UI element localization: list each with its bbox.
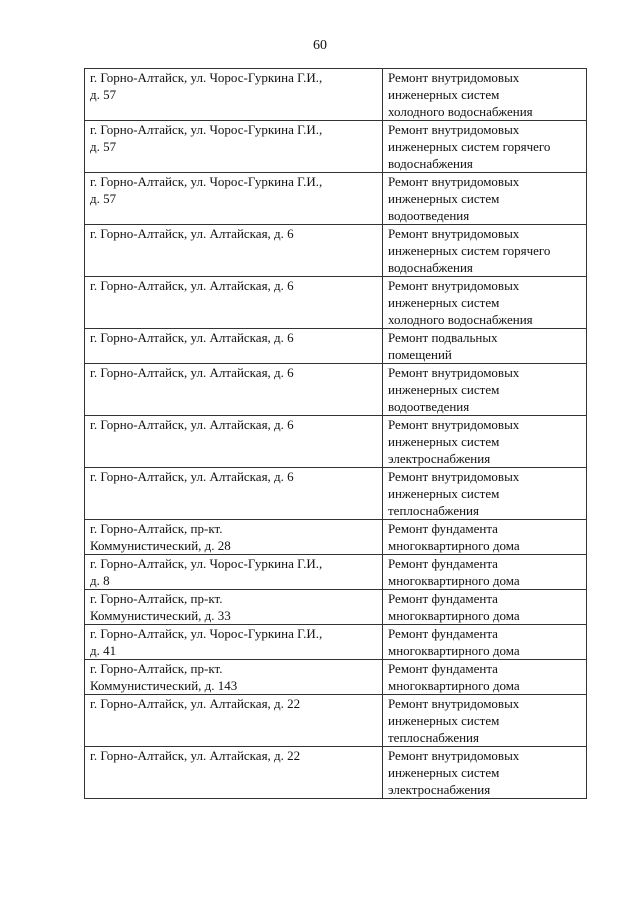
address-text: г. Горно-Алтайск, ул. Алтайская, д. 6 (90, 365, 294, 380)
address-cell (85, 590, 383, 625)
address-cell (85, 695, 383, 747)
work-type-cell (383, 520, 587, 555)
address-cell (85, 121, 383, 173)
address-text: г. Горно-Алтайск, ул. Алтайская, д. 6 (90, 226, 294, 241)
address-cell (85, 173, 383, 225)
address-text: г. Горно-Алтайск, ул. Алтайская, д. 22 (90, 696, 301, 711)
work-type-text: Ремонт внутридомовых инженерных систем электроснабжения (388, 417, 520, 466)
address-cell (85, 747, 383, 799)
work-type-text: Ремонт внутридомовых инженерных систем водоотведения (388, 365, 520, 414)
address-cell (85, 555, 383, 590)
work-type-cell (383, 555, 587, 590)
work-type-cell (383, 69, 587, 121)
address-cell (85, 329, 383, 364)
work-type-cell (383, 468, 587, 520)
work-type-cell (383, 695, 587, 747)
table-row (85, 747, 587, 799)
work-type-text: Ремонт внутридомовых инженерных систем теплоснабжения (388, 696, 520, 745)
address-text: г. Горно-Алтайск, пр-кт. Коммунистический, д. 143 (90, 661, 238, 693)
table-body (85, 69, 587, 799)
address-text: г. Горно-Алтайск, ул. Алтайская, д. 6 (90, 278, 294, 293)
address-text: г. Горно-Алтайск, ул. Чорос-Гуркина Г.И., д. 57 (90, 70, 323, 102)
table-row (85, 468, 587, 520)
address-text: г. Горно-Алтайск, ул. Алтайская, д. 6 (90, 469, 294, 484)
table-row (85, 660, 587, 695)
table-row (85, 173, 587, 225)
work-type-text: Ремонт внутридомовых инженерных систем водоотведения (388, 174, 520, 223)
address-cell (85, 468, 383, 520)
address-cell (85, 625, 383, 660)
work-type-text: Ремонт внутридомовых инженерных систем горячего водоснабжения (388, 122, 551, 171)
work-type-text: Ремонт фундамента многоквартирного дома (388, 591, 520, 623)
address-text: г. Горно-Алтайск, ул. Чорос-Гуркина Г.И., д. 41 (90, 626, 323, 658)
work-type-cell (383, 329, 587, 364)
address-cell (85, 660, 383, 695)
work-type-cell (383, 173, 587, 225)
work-type-cell (383, 121, 587, 173)
address-cell (85, 225, 383, 277)
work-type-text: Ремонт фундамента многоквартирного дома (388, 556, 520, 588)
table-row (85, 555, 587, 590)
work-type-cell (383, 747, 587, 799)
address-text: г. Горно-Алтайск, ул. Алтайская, д. 6 (90, 330, 294, 345)
table-row (85, 364, 587, 416)
address-cell (85, 520, 383, 555)
work-type-text: Ремонт внутридомовых инженерных систем горячего водоснабжения (388, 226, 551, 275)
table-row (85, 121, 587, 173)
work-type-cell (383, 225, 587, 277)
address-text: г. Горно-Алтайск, ул. Алтайская, д. 6 (90, 417, 294, 432)
work-type-text: Ремонт подвальных помещений (388, 330, 498, 362)
work-type-cell (383, 660, 587, 695)
work-type-text: Ремонт фундамента многоквартирного дома (388, 661, 520, 693)
address-text: г. Горно-Алтайск, ул. Чорос-Гуркина Г.И., д. 57 (90, 122, 323, 154)
address-cell (85, 364, 383, 416)
address-cell (85, 416, 383, 468)
address-cell (85, 277, 383, 329)
repair-works-table (84, 68, 587, 799)
table-row (85, 225, 587, 277)
page-number: 60 (313, 38, 327, 53)
work-type-text: Ремонт внутридомовых инженерных систем электроснабжения (388, 748, 520, 797)
work-type-cell (383, 416, 587, 468)
table-row (85, 695, 587, 747)
work-type-text: Ремонт фундамента многоквартирного дома (388, 626, 520, 658)
work-type-cell (383, 590, 587, 625)
table-row (85, 277, 587, 329)
address-text: г. Горно-Алтайск, пр-кт. Коммунистический, д. 33 (90, 591, 231, 623)
work-type-text: Ремонт внутридомовых инженерных систем теплоснабжения (388, 469, 520, 518)
address-text: г. Горно-Алтайск, ул. Алтайская, д. 22 (90, 748, 301, 763)
work-type-text: Ремонт внутридомовых инженерных систем холодного водоснабжения (388, 70, 533, 119)
address-text: г. Горно-Алтайск, пр-кт. Коммунистический, д. 28 (90, 521, 231, 553)
table-row (85, 69, 587, 121)
work-type-cell (383, 625, 587, 660)
work-type-text: Ремонт фундамента многоквартирного дома (388, 521, 520, 553)
table-row (85, 329, 587, 364)
work-type-text: Ремонт внутридомовых инженерных систем холодного водоснабжения (388, 278, 533, 327)
table-row (85, 416, 587, 468)
work-type-cell (383, 364, 587, 416)
work-type-cell (383, 277, 587, 329)
address-cell (85, 69, 383, 121)
table-row (85, 520, 587, 555)
address-text: г. Горно-Алтайск, ул. Чорос-Гуркина Г.И., д. 57 (90, 174, 323, 206)
table-row (85, 590, 587, 625)
table-row (85, 625, 587, 660)
address-text: г. Горно-Алтайск, ул. Чорос-Гуркина Г.И., д. 8 (90, 556, 323, 588)
